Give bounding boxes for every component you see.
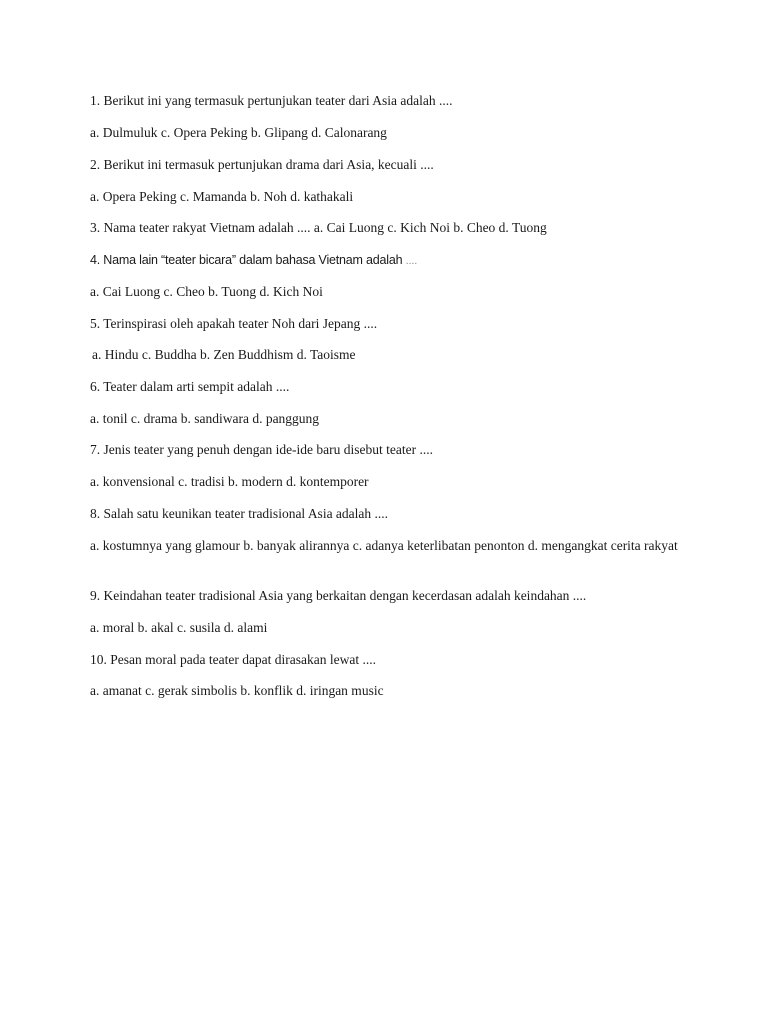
question-2: 2. Berikut ini termasuk pertunjukan drama dari Asia, kecuali .... [90,157,434,172]
question-3-with-options: 3. Nama teater rakyat Vietnam adalah .... a. Cai Luong c. Kich Noi b. Cheo d. Tuong [90,220,547,235]
question-8: 8. Salah satu keunikan teater tradisional Asia adalah .... [90,506,389,521]
options-1: a. Dulmuluk c. Opera Peking b. Glipang d. Calonarang [90,125,387,140]
options-5: a. Hindu c. Buddha b. Zen Buddhism d. Taoisme [92,347,356,362]
options-9: a. moral b. akal c. susila d. alami [90,620,268,635]
options-2: a. Opera Peking c. Mamanda b. Noh d. kathakali [90,189,354,204]
question-10: 10. Pesan moral pada teater dapat dirasakan lewat .... [90,652,377,667]
question-7: 7. Jenis teater yang penuh dengan ide-ide baru disebut teater .... [90,442,434,457]
question-5: 5. Terinspirasi oleh apakah teater Noh dari Jepang .... [90,316,378,331]
question-9: 9. Keindahan teater tradisional Asia yang berkaitan dengan kecerdasan adalah keindahan .... [90,588,587,603]
options-6: a. tonil c. drama b. sandiwara d. panggung [90,411,320,426]
options-4: a. Cai Luong c. Cheo b. Tuong d. Kich Noi [90,284,323,299]
question-1: 1. Berikut ini yang termasuk pertunjukan teater dari Asia adalah .... [90,93,453,108]
options-7: a. konvensional c. tradisi b. modern d. kontemporer [90,474,369,489]
question-4-dots: .... [405,255,418,267]
question-4 [90,251,690,270]
options-10: a. amanat c. gerak simbolis b. konflik d. iringan music [90,683,384,698]
question-4-text: 4. Nama lain “teater bicara” dalam bahasa Vietnam adalah [90,253,403,267]
options-8: a. kostumnya yang glamour b. banyak alirannya c. adanya keterlibatan penonton d. mengangkat cerita rakyat [90,538,678,553]
question-6: 6. Teater dalam arti sempit adalah .... [90,379,290,394]
